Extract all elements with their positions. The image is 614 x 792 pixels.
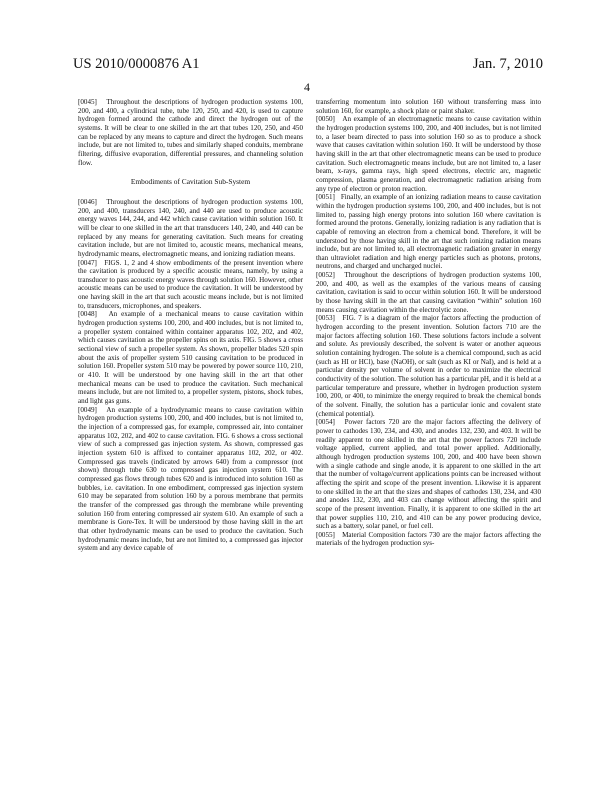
left-column [78, 98, 303, 553]
paragraph-text: Throughout the descriptions of hydrogen production systems 100, 200, and 400, transducers 140, 240, and 440 are used to produce acoustic energy waves 144, 244, and 442 which cause cavitation within solution 160. It will be clear to one skilled in the art that transducers 140, 240, and 440 can be replaced by any means for generating cavitation. Such means for creating cavitation include, but are not limited to, acoustic means, mechanical means, hydrodynamic means, electromagnetic means, and ionizing radiation means. [78, 197, 304, 258]
paragraph-number: [0052] [316, 271, 335, 280]
paragraph-0048 [78, 310, 303, 405]
paragraph-number: [0051] [316, 193, 335, 202]
paragraph-0052 [316, 271, 541, 314]
paragraph-text: An example of a mechanical means to cause cavitation within hydrogen production systems 100, 200, and 400 includes, but is not limited to, a propeller system contained within container apparatus 102, 202, and 402, which causes cavitation as the propeller spins on its axis. FIG. 5 shows a cross sectional view of such a propeller system. As shown, propeller blades 520 spin about the axis of propeller system 510 causing cavitation to be produced in solution 160. Propeller system 510 may be powered by power source 110, 210, or 410. It will be understood by one having skill in the art that other mechanical means can be used to produce the cavitation. Such mechanical means include, but are not limited to, a propeller system, pistons, shock tubes, and light gas guns. [78, 310, 303, 405]
paragraph-number: [0050] [316, 115, 335, 124]
paragraph-text: FIGS. 1, 2 and 4 show embodiments of the present invention where the cavitation is produced by a specific acoustic means, namely, by using a transducer to pass acoustic energy waves through solution 160. However, other acoustic means can be used to produce the cavitation. It will be understood by one having skill in the art that such acoustic means include, but is not limited to, transducers, microphones, and speakers. [78, 258, 303, 310]
paragraph-number: [0053] [316, 314, 335, 323]
publication-number: US 2010/0000876 A1 [73, 56, 200, 72]
paragraph-number: [0055] [316, 530, 335, 539]
paragraph-0046 [78, 198, 303, 259]
paragraph-number: [0054] [316, 418, 335, 427]
paragraph-text: Throughout the descriptions of hydrogen production systems 100, 200, and 400, as well as the examples of the various means of causing cavitation, cavitation is said to occur within solution 160. It will be understood by those having skill in the art that causing cavitation “within” solution 160 means causing cavitation within the electrolytic zone. [316, 271, 542, 314]
paragraph-0049 [78, 406, 303, 553]
page-number: 4 [304, 80, 310, 94]
paragraph-text: Finally, an example of an ionizing radiation means to cause cavitation within the hydrogen production systems 100, 200, and 400 includes, but is not limited to, passing high energy protons into solution 160 where cavitation is formed around the protons. Generally, ionizing radiation is any radiation that is capable of removing an electron from a chemical bond. Therefore, it will be understood by those having skill in the art that such ionizing radiation means include, but are not limited to, all electromagnetic radiation greater in energy than ultraviolet radiation and high energy particles such as photons, protons, neutrons, and charged and uncharged nuclei. [316, 193, 541, 271]
right-column [316, 98, 541, 548]
publication-date: Jan. 7, 2010 [472, 56, 543, 72]
paragraph-0050 [316, 115, 541, 193]
paragraph-0054 [316, 418, 541, 531]
section-heading: Embodiments of Cavitation Sub-System [130, 177, 251, 187]
paragraph-continued [316, 98, 541, 115]
page-header [73, 56, 543, 74]
paragraph-0045 [78, 98, 303, 167]
paragraph-text: An example of an electromagnetic means to cause cavitation within the hydrogen production systems 100, 200, and 400 includes, but is not limited to, a laser beam directed to pass into solution 160 so as to produce a shock wave that causes cavitation within solution 160. It will be understood by those having skill in the art that other electromagnetic means can be used to produce cavitation. Such electromagnetic means include, but are not limited to, a laser beam, x-rays, gamma rays, high speed electrons, electric arc, magnetic compression, plasma generation, and electromagnetic radiation arising from any type of electron or proton reaction. [316, 115, 541, 193]
paragraph-0051 [316, 193, 541, 271]
paragraph-number: [0048] [78, 310, 97, 319]
paragraph-text: FIG. 7 is a diagram of the major factors affecting the production of hydrogen according to the present invention. Solution factors 710 are the major factors affecting solution 160. These solutions factors include a solvent and solute. As previously described, the solvent is water or another aqueous solution containing hydrogen. The solute is a chemical compound, such as acid (such as HI or HCl), base (NaOH), or salt (such as KI or NaI), and is held at a particular density per volume of solvent in order to maximize the electrical conductivity of the solution. The solution has a particular pH, and it is held at a particular temperature and pressure, whether in hydrogen production system 100, 200, or 400, to minimize the energy required to break the chemical bonds of the solvent. Finally, the solution has a particular ionic and covalent state (chemical potential). [316, 314, 541, 418]
paragraph-text: Power factors 720 are the major factors affecting the delivery of power to cathodes 130, 234, and 430, and anodes 132, 230, and 403. It will be readily apparent to one skilled in the art that the power factors 720 include voltage applied, current applied, and total power applied. Additionally, although hydrogen production systems 100, 200, and 400 have been shown with a single cathode and single anode, it is apparent to one skilled in the art that the number of voltage/current applications points can be increased without affecting the spirit and scope of the present invention. Likewise it is apparent to one skilled in the art that the sizes and shapes of cathodes 130, 234, and 430 and anodes 132, 230, and 403 can change without affecting the spirit and scope of the present invention. Finally, it is apparent to one skilled in the art that power supplies 110, 210, and 410 can be any power producing device, such as a battery, solar panel, or fuel cell. [316, 418, 541, 531]
paragraph-number: [0049] [78, 405, 97, 414]
paragraph-text: Material Composition factors 730 are the major factors affecting the materials of the hydrogen production sys- [316, 530, 541, 548]
paragraph-text: An example of a hydrodynamic means to cause cavitation within hydrogen production systems 100, 200, and 400 includes, but is not limited to, the injection of a compressed gas, for example, compressed air, into container apparatus 102, 202, and 402 to cause cavitation. FIG. 6 shows a cross sectional view of such a compressed gas injection system. As shown, compressed gas injection system 610 is affixed to container apparatus 102, 202, or 402. Compressed gas travels (indicated by arrows 640) from a compressor (not shown) through tube 630 to compressed gas injection system 610. The compressed gas flows through tubes 620 and is introduced into solution 160 as bubbles, i.e. cavitation. In one embodiment, compressed gas injection system 610 may be separated from solution 160 by a porous membrane that permits the transfer of the compressed gas through the membrane while preventing solution 160 from entering compressed air system 610. An example of such a membrane is Gore-Tex. It will be understood by those having skill in the art that other hydrodynamic means can be used to produce the cavitation. Such hydrodynamic means include, but are not limited to, a compressed gas injector system and any device capable of [78, 405, 303, 553]
paragraph-text: transferring momentum into solution 160 without transferring mass into solution 160, for example, a shock plate or paint shaker. [316, 98, 541, 115]
paragraph-0055 [316, 531, 541, 548]
paragraph-text: Throughout the descriptions of hydrogen production systems 100, 200, and 400, a cylindrical tube, tube 120, 250, and 420, is used to capture hydrogen formed around the cathode and direct the hydrogen out of the systems. It will be clear to one skilled in the art that tubes 120, 250, and 450 can be replaced by any means to capture and direct the hydrogen. Such means include, but are not limited to, tubes and similarly shaped conduits, membrane filtering, diffusive evaporation, differential pressures, and channeling solution flow. [78, 98, 304, 167]
paragraph-number: [0045] [78, 98, 97, 106]
paragraph-0053 [316, 314, 541, 418]
paragraph-number: [0046] [78, 197, 97, 206]
paragraph-number: [0047] [78, 258, 97, 267]
paragraph-0047 [78, 259, 303, 311]
